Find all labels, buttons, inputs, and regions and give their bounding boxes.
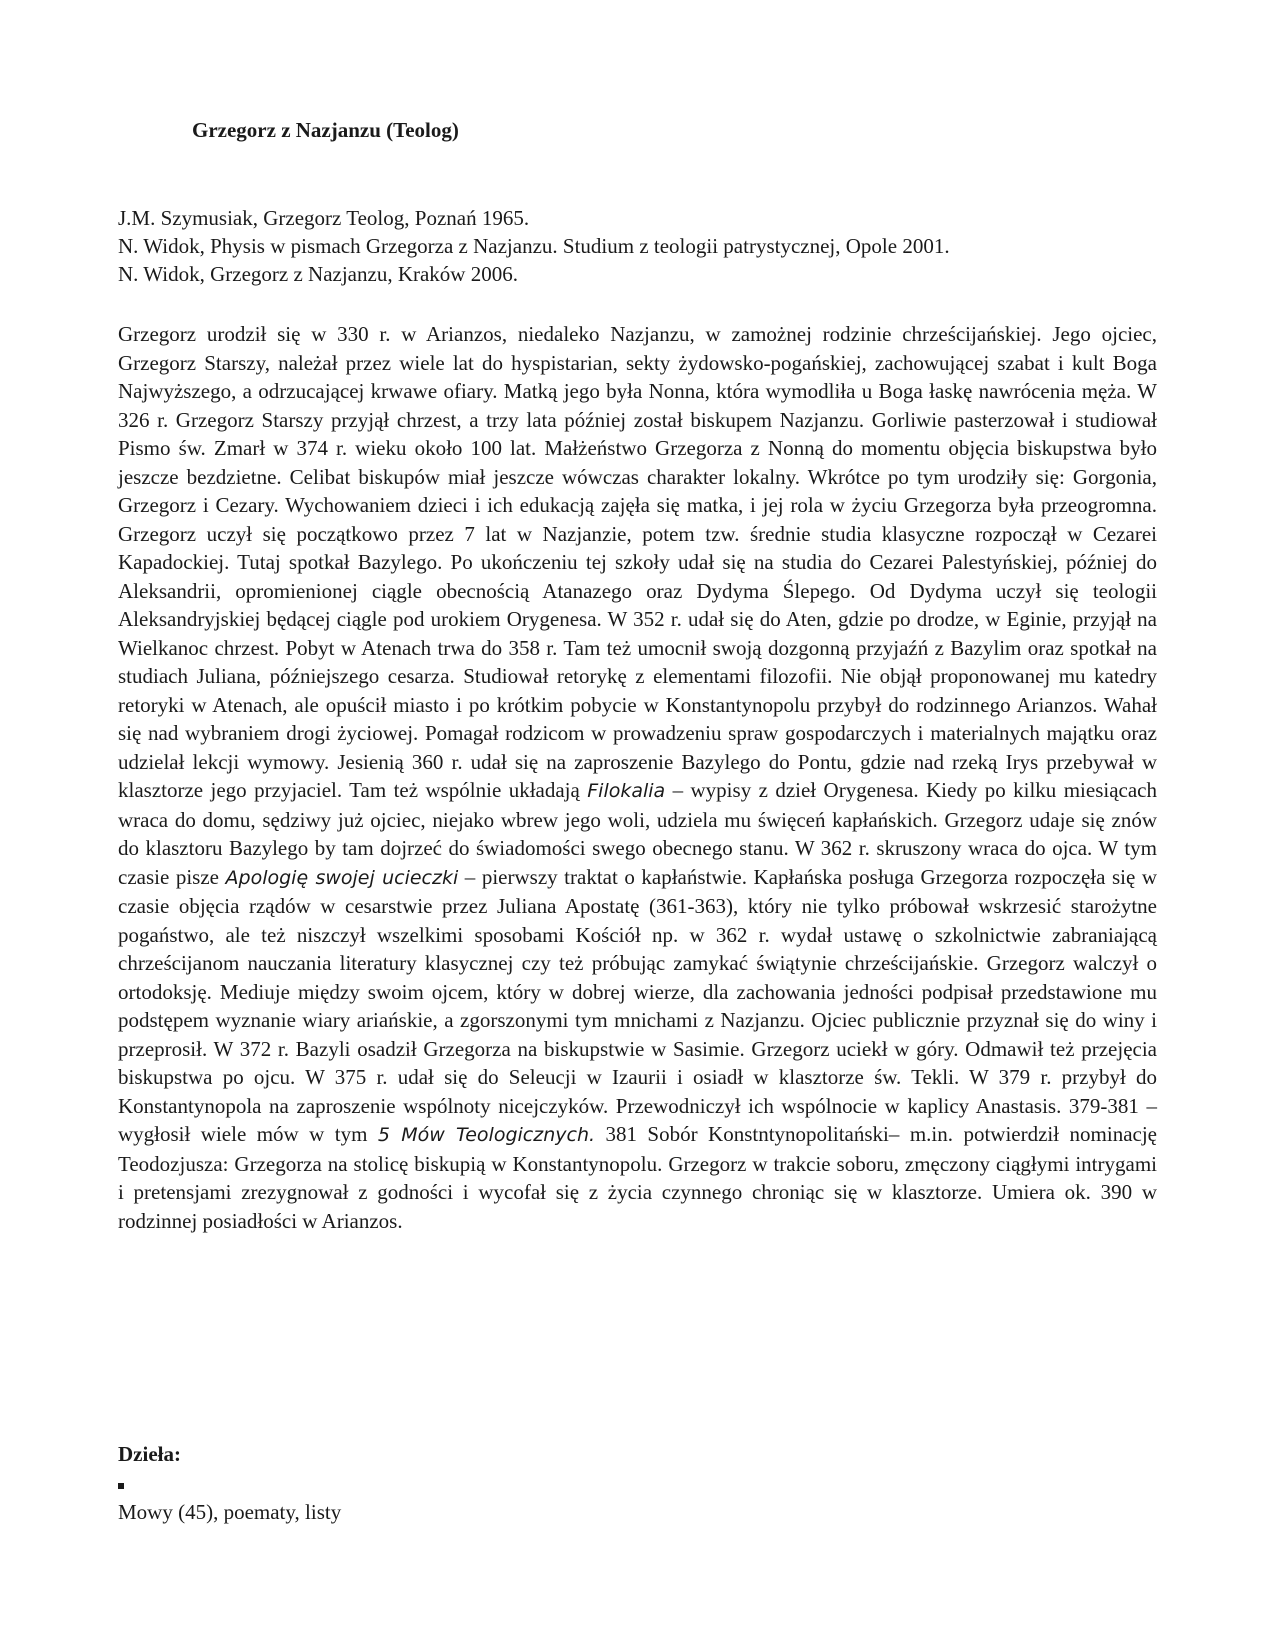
bibliography-entry: N. Widok, Grzegorz z Nazjanzu, Kraków 2006. [118,262,518,286]
biography-text: Grzegorz urodził się w 330 r. w Arianzos, niedaleko Nazjanzu, w zamożnej rodzinie chrześcijańskiej. Jego ojciec, Grzegorz Starszy, należał przez wiele lat do hyspistarian, sekty żydowsko-pogańskiej, zachowującej szabat i kult Boga Najwyższego, a odrzucającej krwawe ofiary. Matką jego była Nonna, która wymodliła u Boga łaskę nawrócenia męża. W 326 r. Grzegorz Starszy przyjął chrzest, a trzy lata później został biskupem Nazjanzu. Gorliwie pasterzował i studiował Pismo św. Zmarł w 374 r. wieku około 100 lat. Małżeństwo Grzegorza z Nonną do momentu objęcia biskupstwa było jeszcze bezdzietne. Celibat biskupów miał jeszcze wówczas charakter lokalny. Wkrótce po tym urodziły się: Gorgonia, Grzegorz i Cezary. Wychowaniem dzieci i ich edukacją zajęła się matka, i jej rola w życiu Grzegorza była przeogromna. Grzegorz uczył się początkowo przez 7 lat w Nazjanzie, potem tzw. średnie studia klasyczne rozpoczął w Cezarei Kapadockiej. Tutaj spotkał Bazylego. Po ukończeniu tej szkoły udał się na studia do Cezarei Palestyńskiej, później do Aleksandrii, opromienionej ciągle obecnością Atanazego oraz Dydyma Ślepego. Od Dydyma uczył się teologii Aleksandryjskiej będącej ciągle pod urokiem Orygenesa. W 352 r. udał się do Aten, gdzie po drodze, w Eginie, przyjął na Wielkanoc chrzest. Pobyt w Atenach trwa do 358 r. Tam też umocnił swoją dozgonną przyjaźń z Bazylim oraz spotkał na studiach Juliana, późniejszego cesarza. Studiował retorykę z elementami filozofii. Nie objął proponowanej mu katedry retoryki w Atenach, ale opuścił miasto i po krótkim pobycie w Konstantynopolu przybył do rodzinnego Arianzos. Wahał się nad wybraniem drogi życiowej. Pomagał rodzicom w prowadzeniu spraw gospodarczych i materialnych majątku oraz udzielał lekcji wymowy. Jesienią 360 r. udał się na zaproszenie Bazylego do Pontu, gdzie nad rzeką Irys przebywał w klasztorze jego przyjaciel. Tam też wspólnie układają [118,322,1157,802]
biography-text: – wypisy z dzieł Orygenesa. Kiedy po kilku miesiącach wraca do domu, sędziwy już ojciec, niejako wbrew jego woli, udziela mu święceń kapłańskich. Grzegorz udaje się znów do klasztoru Bazylego by tam dojrzeć do świadomości swego obecnego stanu. W 362 r. skruszony wraca do ojca. W tym czasie pisze [118,778,1157,889]
biography-paragraph [118,320,1157,1235]
bibliography-entry: N. Widok, Physis w pismach Grzegorza z Nazjanzu. Studium z teologii patrystycznej, Opole 2001. [118,234,950,258]
works-list-item: Mowy (45), poematy, listy [118,1500,342,1524]
bibliography-entry: J.M. Szymusiak, Grzegorz Teolog, Poznań 1965. [118,206,530,230]
biography-text: 381 Sobór Konstntynopolitański– m.in. potwierdził nominację Teodozjusza: Grzegorza na stolicę biskupią w Konstantynopolu. Grzegorz w trakcie soboru, zmęczony ciągłymi intrygami i pretensjami zrezygnował z godności i wycofał się z życia czynnego chroniąc się w klasztorze. Umiera ok. 390 w rodzinnej posiadłości w Arianzos. [118,1122,1157,1233]
work-title-apologia: Apologię swojej ucieczki [225,866,459,889]
bullet-icon [118,1483,124,1489]
bibliography [118,204,1118,288]
work-title-filokalia: Filokalia [587,780,666,802]
document-title: Grzegorz z Nazjanzu (Teolog) [192,118,459,142]
works-heading: Dzieła: [118,1442,181,1466]
work-title-mowy-teologiczne: 5 Mów Teologicznych. [377,1124,596,1146]
biography-text: – pierwszy traktat o kapłaństwie. Kapłańska posługa Grzegorza rozpoczęła się w czasie objęcia rządów w cesarstwie przez Juliana Apostatę (361-363), który nie tylko próbował wskrzesić starożytne pogaństwo, ale też niszczył wszelkimi sposobami Kościół np. w 362 r. wydał ustawę o szkolnictwie zabraniającą chrześcijanom nauczania literatury klasycznej czy też próbując zamykać świątynie chrześcijańskie. Grzegorz walczył o ortodoksję. Mediuje między swoim ojcem, który w dobrej wierze, dla zachowania jedności podpisał przedstawione mu podstępem wyznanie wiary ariańskie, a zgorszonymi tym mnichami z Nazjanzu. Ojciec publicznie przyznał się do winy i przeprosił. W 372 r. Bazyli osadził Grzegorza na biskupstwie w Sasimie. Grzegorz uciekł w góry. Odmawił też przejęcia biskupstwa po ojcu. W 375 r. udał się do Seleucji w Izaurii i osiadł w klasztorze św. Tekli. W 379 r. przybył do Konstantynopola na zaproszenie wspólnoty nicejczyków. Przewodniczył ich wspólnocie w kaplicy Anastasis. 379-381 – wygłosił wiele mów w tym [118,864,1157,1146]
